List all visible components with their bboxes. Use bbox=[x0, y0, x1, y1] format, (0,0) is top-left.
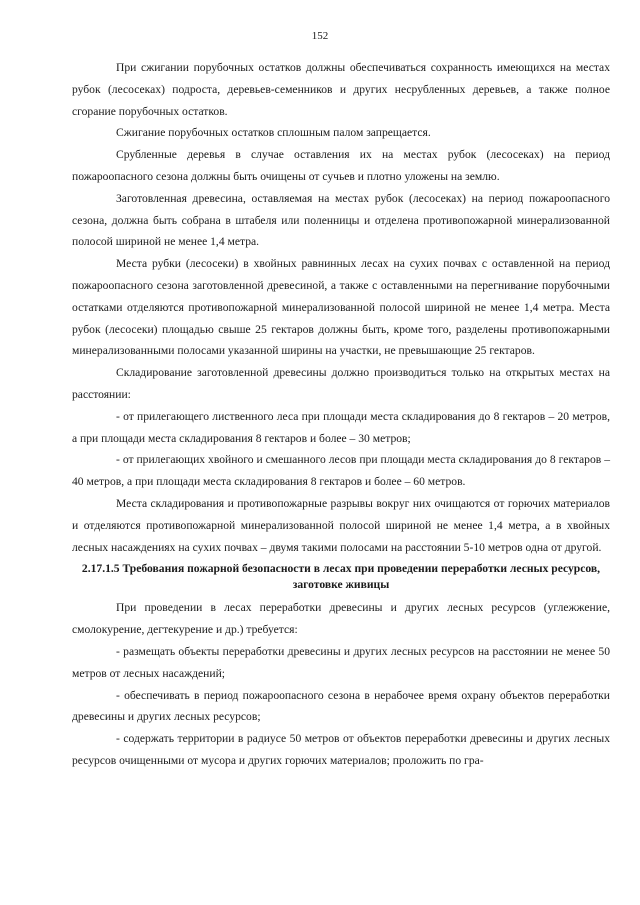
page-number: 152 bbox=[311, 30, 329, 42]
paragraph: При проведении в лесах переработки древесины и других лесных ресурсов (углежжение, смолокурение, дегтекурение и др.) требуется: bbox=[72, 601, 610, 637]
section-heading: 2.17.1.5 Требования пожарной безопасности в лесах при проведении переработки лесных ресурсов, заготовке живицы bbox=[81, 562, 601, 592]
paragraph: При сжигании порубочных остатков должны обеспечиваться сохранность имеющихся на местах рубок (лесосеках) подроста, деревьев-семенников и других несрубленных деревьев, а также полное сгорание порубочных остатков. bbox=[72, 61, 610, 118]
document-body bbox=[72, 57, 610, 772]
paragraph: Сжигание порубочных остатков сплошным палом запрещается. bbox=[116, 126, 431, 140]
paragraph: Заготовленная древесина, оставляемая на местах рубок (лесосеках) на период пожароопасного сезона, должна быть собрана в штабеля или поленницы и отделена противопожарной минерализованной полосой шириной не менее 1,4 метра. bbox=[72, 191, 610, 249]
paragraph: Складирование заготовленной древесины должно производиться только на открытых местах на расстоянии: bbox=[72, 366, 610, 401]
list-item: - от прилегающих хвойного и смешанного лесов при площади места складирования до 8 гектаров – 40 метров, а при площади места складирования 8 гектаров и более – 60 метров. bbox=[72, 453, 610, 489]
paragraph: Срубленные деревья в случае оставления их на местах рубок (лесосеках) на период пожароопасного сезона должны быть очищены от сучьев и плотно уложены на землю. bbox=[72, 148, 610, 183]
list-item: - обеспечивать в период пожароопасного сезона в нерабочее время охрану объектов переработки древесины и других лесных ресурсов; bbox=[72, 688, 610, 724]
paragraph: Места складирования и противопожарные разрывы вокруг них очищаются от горючих материалов и отделяются противопожарной минерализованной полосой шириной не менее 1,4 метра, а в хвойных лесных насаждениях на сухих почвах – двумя такими полосами на расстоянии 5-10 метров одна от другой. bbox=[72, 496, 610, 554]
list-item: - содержать территории в радиусе 50 метров от объектов переработки древесины и других лесных ресурсов очищенными от мусора и других горючих материалов; проложить по гра- bbox=[72, 732, 610, 767]
list-item: - от прилегающего лиственного леса при площади места складирования до 8 гектаров – 20 метров, а при площади места складирования 8 гектаров и более – 30 метров; bbox=[72, 409, 610, 445]
list-item: - размещать объекты переработки древесины и других лесных ресурсов на расстоянии не менее 50 метров от лесных насаждений; bbox=[72, 644, 610, 680]
paragraph: Места рубки (лесосеки) в хвойных равнинных лесах на сухих почвах с оставленной на период пожароопасного сезона заготовленной древесиной, а также с оставленными на перегнивание порубочными остатками отделяются противопожарной минерализованной полосой шириной не менее 1,4 метра. Места рубок (лесосеки) площадью свыше 25 гектаров должны быть, кроме того, разделены противопожарными минерализованными полосами указанной ширины на участки, не превышающие 25 гектаров. bbox=[72, 257, 610, 358]
